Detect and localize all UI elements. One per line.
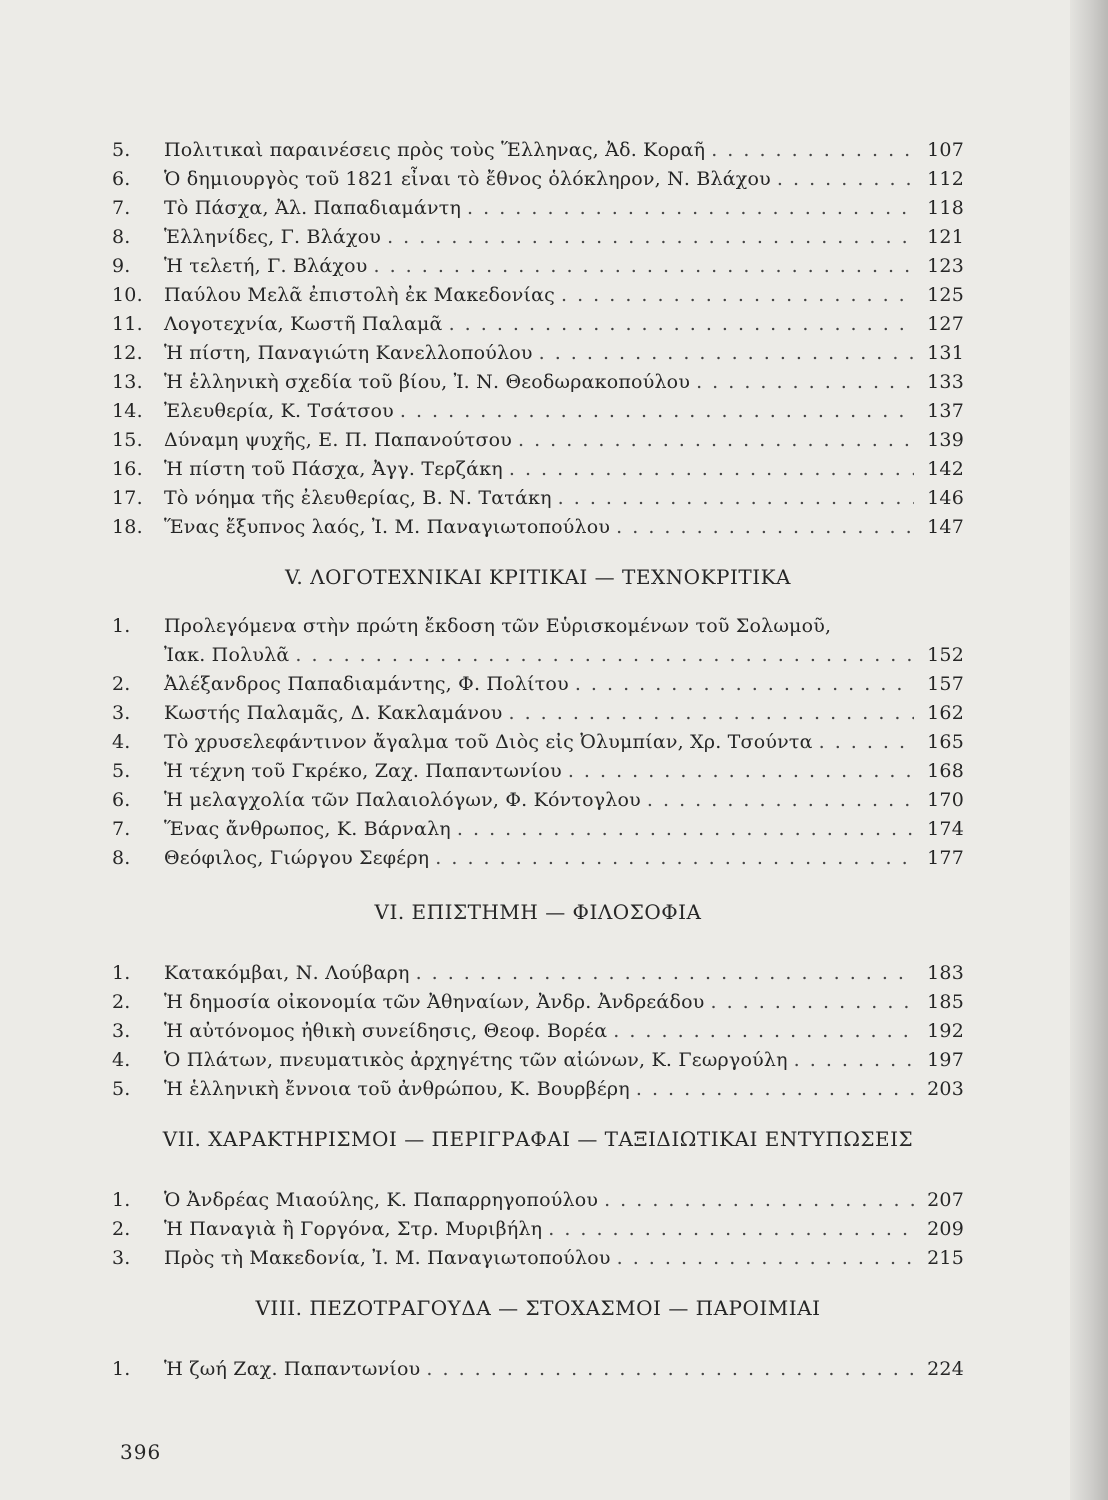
entry-number: 3.: [112, 1247, 131, 1269]
entry-page-number: 192: [927, 1020, 964, 1042]
toc-entry: [112, 1186, 964, 1215]
entry-number: 2.: [112, 991, 131, 1013]
entry-page-number: 215: [927, 1247, 964, 1269]
dot-leader: [435, 844, 914, 873]
entry-page-number: 107: [927, 139, 964, 161]
entry-page-number: 185: [927, 991, 964, 1013]
toc-entry: [112, 339, 964, 368]
entry-title: Παύλου Μελᾶ ἐπιστολὴ ἐκ Μακεδονίας: [164, 284, 556, 306]
entry-title-continuation: Ἰακ. Πολυλᾶ: [164, 644, 290, 666]
entry-page-number: 147: [927, 516, 964, 538]
toc-section-continuation: [112, 136, 964, 542]
entry-title: Θεόφιλος, Γιώργου Σεφέρη: [164, 847, 430, 869]
toc-entry: [112, 397, 964, 426]
entry-number: 5.: [112, 139, 131, 161]
entry-title: Τὸ Πάσχα, Ἀλ. Παπαδιαμάντη: [164, 197, 462, 219]
toc-entry: [112, 426, 964, 455]
entry-number: 11.: [112, 313, 143, 335]
entry-number: 3.: [112, 1020, 131, 1042]
entry-page-number: 123: [927, 255, 964, 277]
toc-section-vi: [112, 959, 964, 1104]
toc-section-v: [112, 612, 964, 873]
entry-title: Ὁ Πλάτων, πνευματικὸς ἀρχηγέτης τῶν αἰώνων, Κ. Γεωργούλη: [164, 1049, 788, 1071]
dot-leader: [387, 223, 914, 252]
entry-number: 18.: [112, 516, 143, 538]
entry-page-number: 142: [927, 458, 964, 480]
dot-leader: [374, 252, 914, 281]
toc-entry: [112, 513, 964, 542]
dot-leader: [561, 281, 914, 310]
entry-title: Ἕνας ἄνθρωπος, Κ. Βάρναλη: [164, 818, 451, 840]
entry-title: Τὸ χρυσελεφάντινον ἄγαλμα τοῦ Διὸς εἰς Ὀλυμπίαν, Χρ. Τσούντα: [164, 731, 813, 753]
entry-number: 17.: [112, 487, 143, 509]
toc-entry: [112, 194, 964, 223]
entry-title: Ἡ Παναγιὰ ἢ Γοργόνα, Στρ. Μυριβήλη: [164, 1218, 543, 1240]
entry-page-number: 133: [927, 371, 964, 393]
page-number: 396: [120, 1440, 162, 1464]
dot-leader: [568, 757, 914, 786]
toc-entry: [112, 1215, 964, 1244]
entry-title: Λογοτεχνία, Κωστῆ Παλαμᾶ: [164, 313, 443, 335]
entry-number: 1.: [112, 1189, 131, 1211]
toc-section-vii: [112, 1186, 964, 1273]
toc-entry: [112, 815, 964, 844]
section-heading-vi: VI. ΕΠΙΣΤΗΜΗ — ΦΙΛΟΣΟΦΙΑ: [374, 900, 702, 924]
dot-leader: [794, 1046, 914, 1075]
section-heading-vii: VII. ΧΑΡΑΚΤΗΡΙΣΜΟΙ — ΠΕΡΙΓΡΑΦΑΙ — ΤΑΞΙΔΙΩΤΙΚΑΙ ΕΝΤΥΠΩΣΕΙΣ: [162, 1127, 914, 1151]
dot-leader: [467, 194, 914, 223]
toc-entry: [112, 757, 964, 786]
dot-leader: [558, 484, 914, 513]
entry-page-number: 118: [927, 197, 964, 219]
entry-page-number: 177: [927, 847, 964, 869]
dot-leader: [518, 426, 914, 455]
entry-number: 3.: [112, 702, 131, 724]
entry-number: 4.: [112, 731, 131, 753]
entry-number: 8.: [112, 847, 131, 869]
entry-title: Τὸ νόημα τῆς ἐλευθερίας, Β. Ν. Τατάκη: [164, 487, 552, 509]
entry-number: 2.: [112, 673, 131, 695]
entry-page-number: 209: [927, 1218, 964, 1240]
entry-page-number: 127: [927, 313, 964, 335]
dot-leader: [636, 1075, 914, 1104]
entry-number: 1.: [112, 1358, 131, 1380]
dot-leader: [416, 959, 914, 988]
entry-number: 9.: [112, 255, 131, 277]
entry-page-number: 121: [927, 226, 964, 248]
entry-title: Ὁ δημιουργὸς τοῦ 1821 εἶναι τὸ ἔθνος ὁλόκληρον, Ν. Βλάχου: [164, 168, 771, 190]
toc-entry: [112, 844, 964, 873]
dot-leader: [509, 455, 914, 484]
dot-leader: [400, 397, 914, 426]
dot-leader: [710, 988, 914, 1017]
entry-title: Ἡ ἑλληνικὴ ἔννοια τοῦ ἀνθρώπου, Κ. Βουρβέρη: [164, 1078, 630, 1100]
toc-entry: [112, 1075, 964, 1104]
dot-leader: [617, 1244, 914, 1273]
dot-leader: [295, 641, 914, 670]
dot-leader: [819, 728, 914, 757]
toc-entry: [112, 223, 964, 252]
entry-number: 5.: [112, 760, 131, 782]
toc-entry: [112, 310, 964, 339]
entry-title: Ἡ αὐτόνομος ἠθικὴ συνείδησις, Θεοφ. Βορέα: [164, 1020, 608, 1042]
entry-title-block: [164, 612, 964, 670]
entry-number: 15.: [112, 429, 143, 451]
entry-page-number: 146: [927, 487, 964, 509]
toc-entry: [112, 252, 964, 281]
entry-number: 7.: [112, 818, 131, 840]
toc-entry: [112, 612, 964, 670]
toc-entry: [112, 959, 964, 988]
entry-title: Ἡ πίστη τοῦ Πάσχα, Ἀγγ. Τερζάκη: [164, 458, 503, 480]
entry-title: Ἕνας ἔξυπνος λαός, Ἰ. Μ. Παναγιωτοπούλου: [164, 516, 611, 538]
dot-leader: [777, 165, 914, 194]
entry-title: Δύναμη ψυχῆς, Ε. Π. Παπανούτσου: [164, 429, 513, 451]
entry-number: 12.: [112, 342, 143, 364]
dot-leader: [575, 670, 914, 699]
toc-entry: [112, 988, 964, 1017]
entry-title: Ἡ δημοσία οἰκονομία τῶν Ἀθηναίων, Ἀνδρ. Ἀνδρεάδου: [164, 991, 705, 1013]
dot-leader: [696, 368, 914, 397]
entry-title: Κωστής Παλαμᾶς, Δ. Κακλαμάνου: [164, 702, 503, 724]
entry-number: 6.: [112, 789, 131, 811]
entry-title: Πρὸς τὴ Μακεδονία, Ἰ. Μ. Παναγιωτοπούλου: [164, 1247, 611, 1269]
entry-page-number: 112: [927, 168, 964, 190]
entry-number: 6.: [112, 168, 131, 190]
dot-leader: [457, 815, 914, 844]
entry-title: Ἡ μελαγχολία τῶν Παλαιολόγων, Φ. Κόντογλου: [164, 789, 641, 811]
entry-page-number: 139: [927, 429, 964, 451]
entry-title: Ἡ ζωή Ζαχ. Παπαντωνίου: [164, 1358, 421, 1380]
toc-entry: [112, 455, 964, 484]
entry-page-number: 207: [927, 1189, 964, 1211]
entry-title: Κατακόμβαι, Ν. Λούβαρη: [164, 962, 410, 984]
toc-entry: [112, 136, 964, 165]
dot-leader: [604, 1186, 914, 1215]
dot-leader: [449, 310, 914, 339]
dot-leader: [616, 513, 914, 542]
toc-section-viii: [112, 1355, 964, 1384]
section-heading-v: V. ΛΟΓΟΤΕΧΝΙΚΑΙ ΚΡΙΤΙΚΑΙ — ΤΕΧΝΟΚΡΙΤΙΚΑ: [284, 565, 792, 589]
dot-leader: [509, 699, 915, 728]
entry-number: 10.: [112, 284, 143, 306]
toc-entry: [112, 699, 964, 728]
toc-entry: [112, 1355, 964, 1384]
entry-title: Προλεγόμενα στὴν πρώτη ἔκδοση τῶν Εὑρισκομένων τοῦ Σολωμοῦ,: [164, 615, 832, 637]
toc-entry: [112, 670, 964, 699]
entry-page-number: 152: [927, 644, 964, 666]
entry-page-number: 162: [927, 702, 964, 724]
entry-number: 8.: [112, 226, 131, 248]
entry-page-number: 125: [927, 284, 964, 306]
entry-title: Ἡ τελετή, Γ. Βλάχου: [164, 255, 368, 277]
entry-title: Πολιτικαὶ παραινέσεις πρὸς τοὺς Ἕλληνας, Ἀδ. Κοραῆ: [164, 139, 706, 161]
dot-leader: [539, 339, 914, 368]
entry-page-number: 131: [927, 342, 964, 364]
entry-number: 1.: [112, 962, 131, 984]
entry-title-continuation-line: [164, 641, 964, 670]
entry-page-number: 137: [927, 400, 964, 422]
entry-title: Ἐλευθερία, Κ. Τσάτσου: [164, 400, 394, 422]
entry-page-number: 157: [927, 673, 964, 695]
dot-leader: [711, 136, 914, 165]
entry-number: 7.: [112, 197, 131, 219]
toc-entry: [112, 484, 964, 513]
entry-title: Ἀλέξανδρος Παπαδιαμάντης, Φ. Πολίτου: [164, 673, 569, 695]
page-edge-shadow: [1070, 0, 1108, 1500]
entry-number: 2.: [112, 1218, 131, 1240]
entry-page-number: 203: [927, 1078, 964, 1100]
entry-page-number: 183: [927, 962, 964, 984]
entry-title: Ἡ τέχνη τοῦ Γκρέκο, Ζαχ. Παπαντωνίου: [164, 760, 562, 782]
dot-leader: [426, 1355, 914, 1384]
toc-entry: [112, 165, 964, 194]
entry-page-number: 170: [927, 789, 964, 811]
entry-number: 14.: [112, 400, 143, 422]
entry-number: 16.: [112, 458, 143, 480]
toc-entry: [112, 728, 964, 757]
dot-leader: [548, 1215, 914, 1244]
entry-number: 5.: [112, 1078, 131, 1100]
entry-number: 4.: [112, 1049, 131, 1071]
table-of-contents: [112, 136, 964, 1384]
dot-leader: [647, 786, 914, 815]
toc-entry: [112, 368, 964, 397]
entry-title: Ἡ ἑλληνικὴ σχεδία τοῦ βίου, Ἰ. Ν. Θεοδωρακοπούλου: [164, 371, 691, 393]
entry-page-number: 197: [927, 1049, 964, 1071]
entry-number: 1.: [112, 615, 131, 637]
entry-page-number: 224: [927, 1358, 964, 1380]
entry-title: Ὁ Ἀνδρέας Μιαούλης, Κ. Παπαρρηγοπούλου: [164, 1189, 599, 1211]
entry-page-number: 174: [927, 818, 964, 840]
toc-entry: [112, 1017, 964, 1046]
entry-page-number: 165: [927, 731, 964, 753]
entry-number: 13.: [112, 371, 143, 393]
dot-leader: [613, 1017, 914, 1046]
entry-title: Ἡ πίστη, Παναγιώτη Κανελλοπούλου: [164, 342, 533, 364]
toc-entry: [112, 1244, 964, 1273]
toc-entry: [112, 281, 964, 310]
entry-title: Ἑλληνίδες, Γ. Βλάχου: [164, 226, 382, 248]
entry-page-number: 168: [927, 760, 964, 782]
section-heading-viii: VIII. ΠΕΖΟΤΡΑΓΟΥΔΑ — ΣΤΟΧΑΣΜΟΙ — ΠΑΡΟΙΜΙΑΙ: [255, 1296, 821, 1320]
toc-entry: [112, 1046, 964, 1075]
toc-entry: [112, 786, 964, 815]
